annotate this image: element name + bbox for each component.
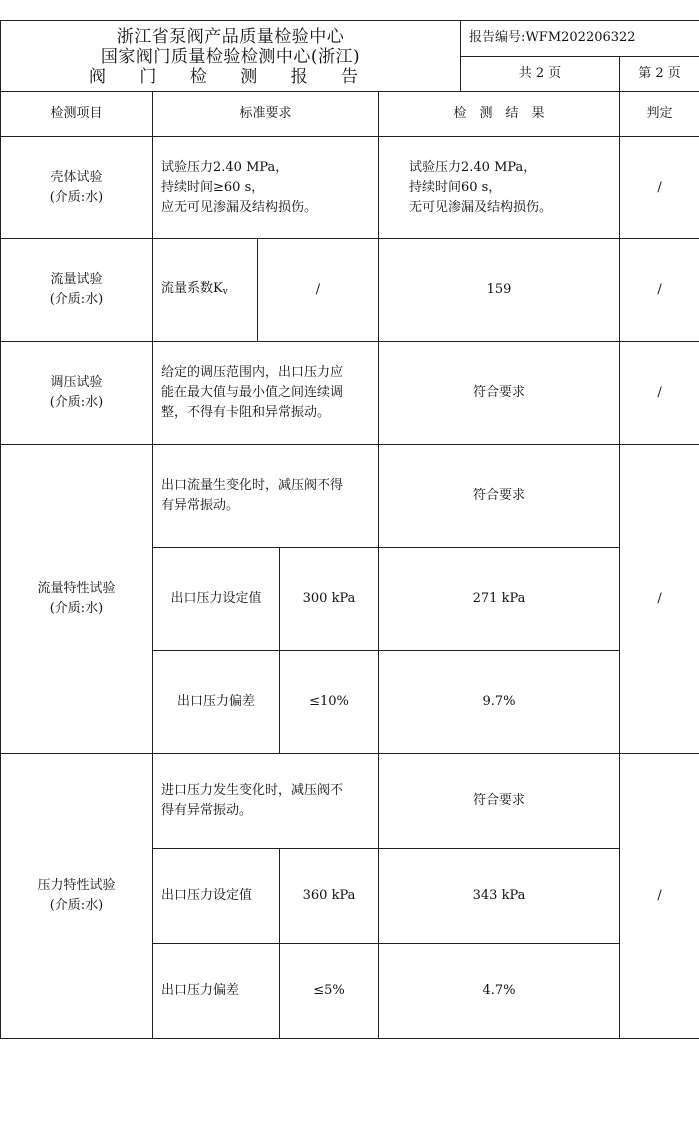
flow-char-setpoint-label: 出口压力设定值: [153, 548, 280, 651]
table-row: [1, 137, 699, 239]
item-name: 压力特性试验: [37, 878, 116, 893]
shell-result-line-3: 无可见渗漏及结构损伤。: [409, 199, 553, 215]
flow-char-standard-line-2: 有异常振动。: [161, 498, 240, 513]
regulation-result: 符合要求: [379, 342, 620, 445]
item-regulation-test: [1, 342, 153, 445]
pressure-char-setpoint-result: 343 kPa: [379, 849, 620, 944]
pressure-char-standard-line-1: 进口压力发生变化时，减压阀不: [161, 783, 344, 798]
regulation-standard-line-3: 整，不得有卡阻和异常振动。: [161, 405, 331, 420]
col-verdict-header: 判定: [620, 92, 699, 137]
shell-result-line-2: 持续时间60 s，: [409, 179, 502, 195]
item-flow-test: [1, 239, 153, 342]
pressure-char-deviation-label: 出口压力偏差: [153, 944, 280, 1039]
item-name: 调压试验: [50, 375, 103, 390]
flow-result: 159: [379, 239, 620, 342]
item-shell-test: [1, 137, 153, 239]
table-row: [1, 754, 699, 849]
table-row: [1, 342, 699, 445]
flow-standard-value: /: [258, 239, 379, 342]
regulation-standard: [153, 342, 379, 445]
regulation-standard-line-1: 给定的调压范围内，出口压力应: [161, 365, 344, 380]
item-flow-characteristic-test: [1, 445, 153, 754]
header-title-line-2: 国家阀门质量检验检测中心(浙江): [100, 47, 361, 67]
pressure-char-standard-line-2: 得有异常振动。: [161, 803, 253, 818]
item-medium: (介质:水): [49, 395, 104, 410]
total-pages: 共 2 页: [461, 56, 620, 92]
flow-verdict: /: [620, 239, 699, 342]
item-medium: (介质:水): [49, 292, 104, 307]
header-title-line-3: 阀 门 检 测 报 告: [89, 67, 373, 87]
item-name: 流量特性试验: [37, 581, 116, 596]
pressure-char-result: 符合要求: [379, 754, 620, 849]
column-header-row: [1, 92, 699, 137]
shell-standard-line-3: 应无可见渗漏及结构损伤。: [161, 199, 318, 215]
item-medium: (介质:水): [49, 898, 104, 913]
shell-standard: [153, 137, 379, 239]
flow-param: [153, 239, 258, 342]
pressure-char-standard: [153, 754, 379, 849]
pressure-char-setpoint-label: 出口压力设定值: [153, 849, 280, 944]
item-name: 流量试验: [50, 272, 103, 287]
col-result-header: 检 测 结 果: [379, 92, 620, 137]
flow-char-verdict: /: [620, 445, 699, 754]
report-sheet: [0, 20, 699, 1039]
flow-char-deviation-result: 9.7%: [379, 651, 620, 754]
report-number-cell: [461, 21, 699, 57]
report-number: WFM202206322: [525, 30, 636, 46]
flow-char-result: 符合要求: [379, 445, 620, 548]
flow-char-deviation-label: 出口压力偏差: [153, 651, 280, 754]
flow-char-standard-line-1: 出口流量生变化时，减压阀不得: [161, 478, 344, 493]
flow-char-setpoint-value: 300 kPa: [280, 548, 379, 651]
item-medium: (介质:水): [49, 601, 104, 616]
pressure-char-setpoint-value: 360 kPa: [280, 849, 379, 944]
flow-char-setpoint-result: 271 kPa: [379, 548, 620, 651]
regulation-standard-line-2: 能在最大值与最小值之间连续调: [161, 385, 344, 400]
header-title-block: [1, 21, 461, 92]
pressure-char-deviation-result: 4.7%: [379, 944, 620, 1039]
pressure-char-deviation-value: ≤5%: [280, 944, 379, 1039]
flow-param-subscript: v: [222, 286, 228, 297]
report-header: [1, 21, 699, 57]
report-number-label: 报告编号:: [469, 30, 526, 46]
shell-result: [379, 137, 620, 239]
col-standard-header: 标准要求: [153, 92, 379, 137]
report-table: [0, 20, 699, 1039]
table-row: [1, 445, 699, 548]
shell-standard-line-1: 试验压力2.40 MPa，: [161, 159, 289, 175]
shell-standard-line-2: 持续时间≥60 s，: [161, 179, 265, 195]
flow-param-label: 流量系数K: [161, 280, 223, 296]
regulation-verdict: /: [620, 342, 699, 445]
flow-char-deviation-value: ≤10%: [280, 651, 379, 754]
table-row: [1, 239, 699, 342]
item-pressure-characteristic-test: [1, 754, 153, 1039]
item-medium: (介质:水): [49, 189, 104, 205]
page-number: 第 2 页: [620, 56, 699, 92]
shell-result-line-1: 试验压力2.40 MPa，: [409, 159, 537, 175]
shell-verdict: /: [620, 137, 699, 239]
flow-char-standard: [153, 445, 379, 548]
header-title-line-1: 浙江省泵阀产品质量检验中心: [116, 27, 345, 47]
pressure-char-verdict: /: [620, 754, 699, 1039]
col-item-header: 检测项目: [1, 92, 153, 137]
item-name: 壳体试验: [50, 169, 103, 185]
